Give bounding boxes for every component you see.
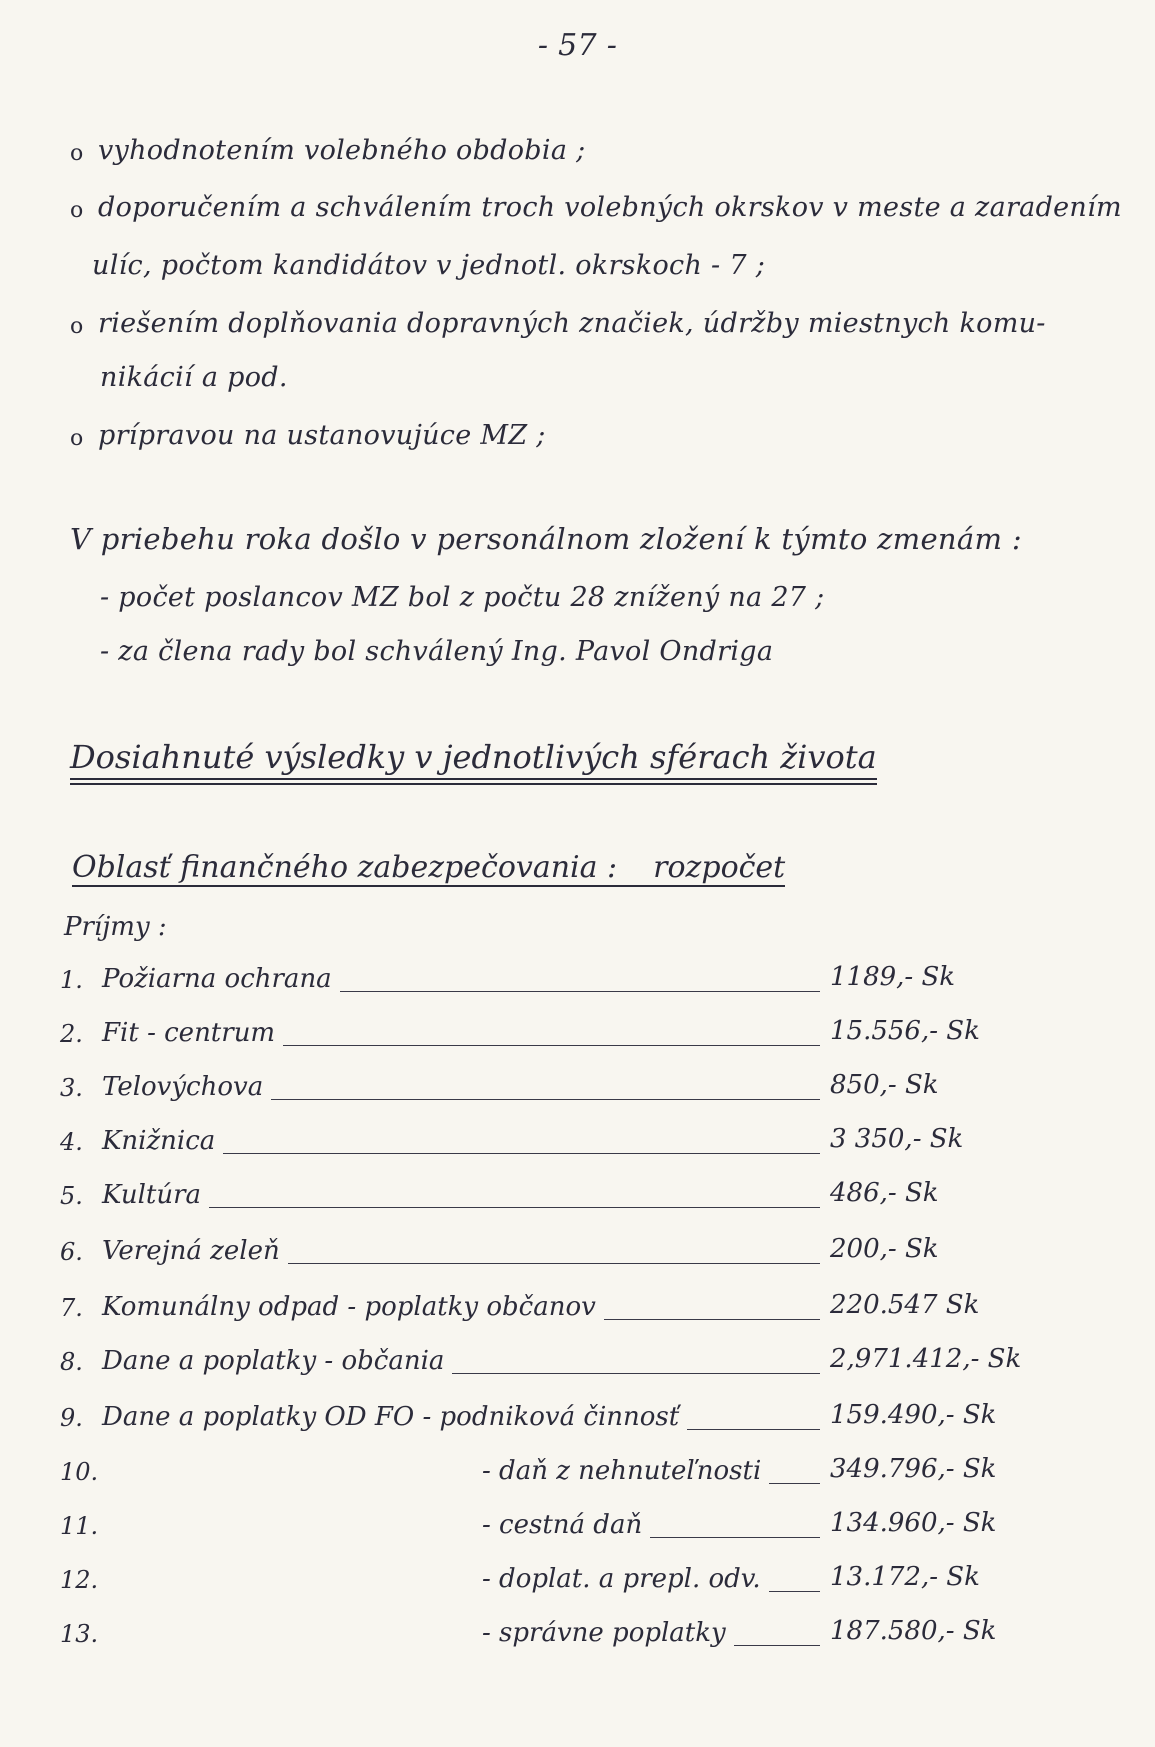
row-number: 9. [60, 1404, 83, 1432]
income-row [60, 1014, 1020, 1054]
income-label: Príjmy : [64, 912, 167, 942]
row-number: 8. [60, 1348, 83, 1376]
fill-line [283, 1045, 820, 1046]
row-label: - doplat. a prepl. odv. [482, 1564, 761, 1594]
change-item: - počet poslancov MZ bol z počtu 28 znížený na 27 ; [100, 582, 825, 613]
income-row [60, 1176, 1020, 1216]
row-amount: 2,971.412,- Sk [830, 1344, 1022, 1374]
row-amount: 200,- Sk [830, 1234, 939, 1264]
row-amount: 1189,- Sk [830, 962, 956, 992]
fill-line [734, 1645, 820, 1646]
row-amount: 486,- Sk [830, 1178, 939, 1208]
fill-line [769, 1591, 820, 1592]
row-number: 11. [60, 1512, 99, 1540]
row-amount: 3 350,- Sk [830, 1124, 964, 1154]
income-row [60, 960, 1020, 1000]
income-row [60, 1288, 1020, 1328]
fill-line [209, 1207, 820, 1208]
row-label: Telovýchova [102, 1072, 264, 1102]
row-number: 7. [60, 1294, 83, 1322]
bullet-item: o doporučením a schválením troch volebných okrskov v meste a zaradením [98, 192, 1122, 223]
income-row [60, 1232, 1020, 1272]
fill-line [604, 1319, 820, 1320]
row-label: Požiarna ochrana [102, 964, 332, 994]
row-number: 2. [60, 1020, 83, 1048]
row-amount: 13.172,- Sk [830, 1562, 980, 1592]
fill-line [340, 991, 820, 992]
fill-line [271, 1099, 820, 1100]
changes-intro: V priebehu roka došlo v personálnom zložení k týmto zmenám : [70, 522, 1022, 556]
income-row [60, 1398, 1020, 1438]
income-row [60, 1506, 1020, 1546]
subsection-tail: rozpočet [653, 850, 786, 885]
bullet-item: o prípravou na ustanovujúce MZ ; [98, 420, 546, 451]
row-label: Kultúra [102, 1180, 202, 1210]
row-amount: 850,- Sk [830, 1070, 939, 1100]
section-title: Dosiahnuté výsledky v jednotlivých sférach života [70, 738, 877, 780]
income-row [60, 1452, 1020, 1492]
row-number: 10. [60, 1458, 99, 1486]
row-amount: 187.580,- Sk [830, 1616, 997, 1646]
fill-line [452, 1373, 820, 1374]
fill-line [650, 1537, 820, 1538]
row-label: Knižnica [102, 1126, 216, 1156]
row-amount: 220.547 Sk [830, 1290, 980, 1320]
row-amount: 15.556,- Sk [830, 1016, 980, 1046]
row-label: Komunálny odpad - poplatky občanov [102, 1292, 596, 1322]
row-number: 1. [60, 966, 83, 994]
subsection-title [72, 850, 785, 887]
row-label: - správne poplatky [482, 1618, 726, 1648]
change-item: - za člena rady bol schválený Ing. Pavol Ondriga [100, 636, 774, 667]
row-label: Dane a poplatky OD FO - podniková činnosť [102, 1402, 680, 1432]
subsection-label: Oblasť finančného zabezpečovania : [72, 850, 618, 885]
row-label: Dane a poplatky - občania [102, 1346, 445, 1376]
row-number: 6. [60, 1238, 83, 1266]
fill-line [687, 1429, 820, 1430]
fill-line [288, 1263, 820, 1264]
row-label: - cestná daň [482, 1510, 643, 1540]
row-amount: 134.960,- Sk [830, 1508, 997, 1538]
row-number: 13. [60, 1620, 99, 1648]
income-row [60, 1068, 1020, 1108]
income-row [60, 1342, 1020, 1382]
row-label: - daň z nehnuteľnosti [482, 1456, 762, 1486]
row-amount: 159.490,- Sk [830, 1400, 997, 1430]
row-number: 4. [60, 1128, 83, 1156]
bullet-item: o vyhodnotením volebného obdobia ; [98, 135, 586, 166]
row-number: 3. [60, 1074, 83, 1102]
page-number: - 57 - [537, 28, 618, 63]
bullet-item: o riešením doplňovania dopravných značiek, údržby miestnych komu- [98, 308, 1046, 339]
bullet-continuation: ulíc, počtom kandidátov v jednotl. okrskoch - 7 ; [92, 250, 766, 281]
row-number: 12. [60, 1566, 99, 1594]
fill-line [769, 1483, 820, 1484]
income-row [60, 1122, 1020, 1162]
income-row [60, 1614, 1020, 1654]
income-row [60, 1560, 1020, 1600]
row-amount: 349.796,- Sk [830, 1454, 997, 1484]
bullet-continuation: nikácií a pod. [100, 362, 288, 393]
row-number: 5. [60, 1182, 83, 1210]
row-label: Fit - centrum [102, 1018, 276, 1048]
fill-line [223, 1153, 820, 1154]
row-label: Verejná zeleň [102, 1236, 280, 1266]
